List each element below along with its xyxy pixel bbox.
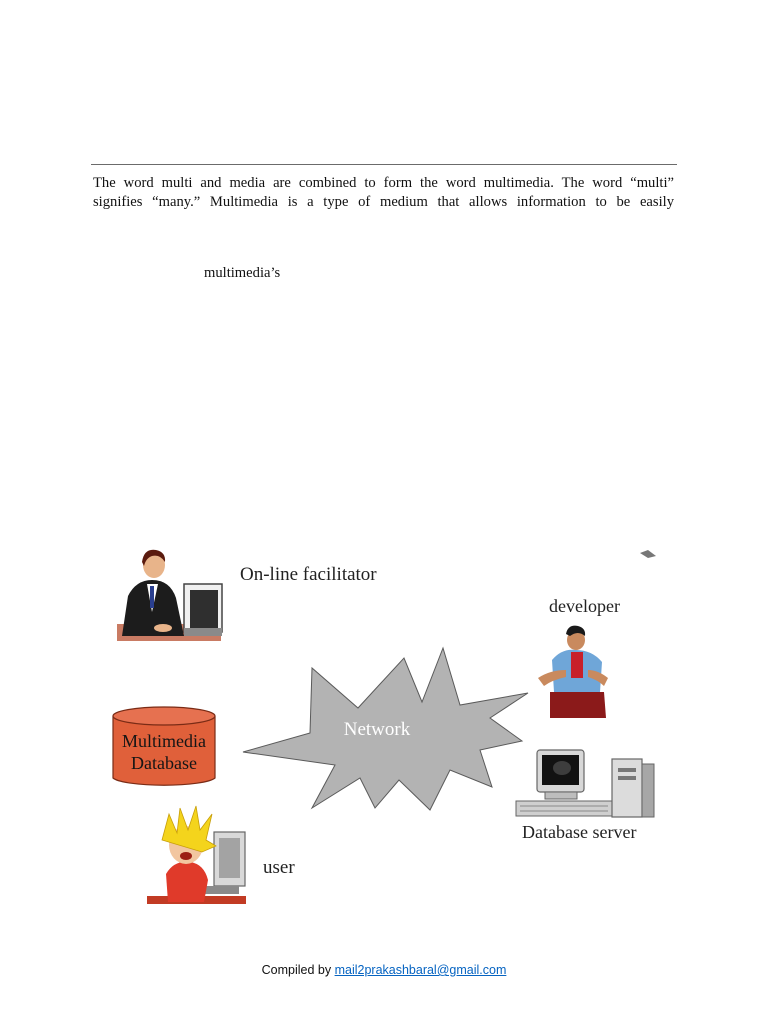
paragraph-line: The word multi and media are combined to form the word multimedia. The word “multi”: [93, 175, 674, 191]
intro-paragraph: [93, 174, 674, 212]
network-label: Network: [343, 719, 411, 740]
decorative-mark: [640, 550, 656, 558]
developer-figure: [538, 626, 608, 718]
database-label-line2: Database: [131, 753, 197, 773]
database-server-icon: [516, 750, 654, 817]
footer: [0, 963, 768, 977]
developer-label: developer: [549, 596, 620, 616]
user-figure: [147, 806, 246, 904]
footer-prefix: Compiled by: [261, 963, 335, 977]
user-label: user: [263, 857, 295, 878]
facilitator-figure: [117, 550, 222, 641]
facilitator-label: On-line facilitator: [240, 564, 377, 585]
text-fragment: multimedia’s: [204, 265, 281, 281]
header-rule: [91, 164, 677, 165]
paragraph-line: signifies “many.” Multimedia is a type of medium that allows information to be easily: [93, 194, 674, 210]
database-label-line1: Multimedia: [122, 731, 206, 751]
network-cloud: [243, 648, 528, 810]
multimedia-database-icon: [113, 707, 215, 785]
database-server-label: Database server: [522, 822, 637, 842]
author-email-link[interactable]: mail2prakashbaral@gmail.com: [334, 963, 507, 977]
multimedia-network-diagram: [100, 540, 680, 920]
